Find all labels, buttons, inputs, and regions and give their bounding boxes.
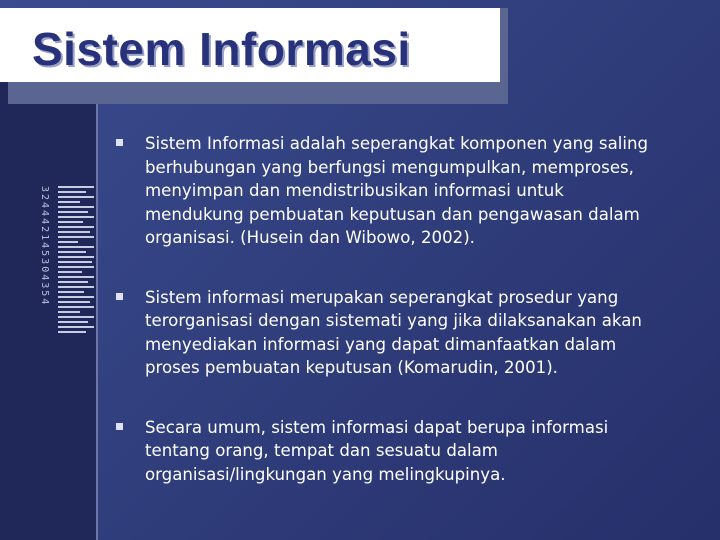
title-shadow [8, 82, 500, 104]
slide-title: Sistem Informasi [32, 23, 411, 75]
bullet-item [112, 416, 702, 487]
bullet-item [112, 132, 702, 250]
square-bullet-icon [112, 416, 145, 430]
title-shadow-right [500, 8, 508, 104]
bullet-item [112, 286, 702, 380]
square-bullet-icon [112, 286, 145, 300]
barcode-icon [58, 186, 94, 336]
bullet-text: Secara umum, sistem informasi dapat berupa informasi tentang orang, tempat dan sesuatu dalam organisasi/lingkungan yang melingkupinya. [145, 417, 609, 484]
bullet-text: Sistem Informasi adalah seperangkat komponen yang saling berhubungan yang berfungsi mengumpulkan, memproses, menyimpan dan mendistribusikan informasi untuk mendukung pembuatan keputusan dan pengawasan dalam organisasi. (Husein dan Wibowo, 2002). [145, 134, 649, 247]
square-bullet-icon [112, 132, 145, 146]
title-plate [0, 8, 500, 82]
bullet-list [112, 132, 702, 522]
decor-digits: 324442145304354 [39, 186, 50, 307]
left-divider-line [96, 82, 98, 540]
bullet-text: Sistem informasi merupakan seperangkat prosedur yang terorganisasi dengan sistemati yang jika dilaksanakan akan menyediakan informasi yang dapat dimanfaatkan dalam proses pembuatan keputusan (Komarudin, 2001). [145, 287, 642, 377]
